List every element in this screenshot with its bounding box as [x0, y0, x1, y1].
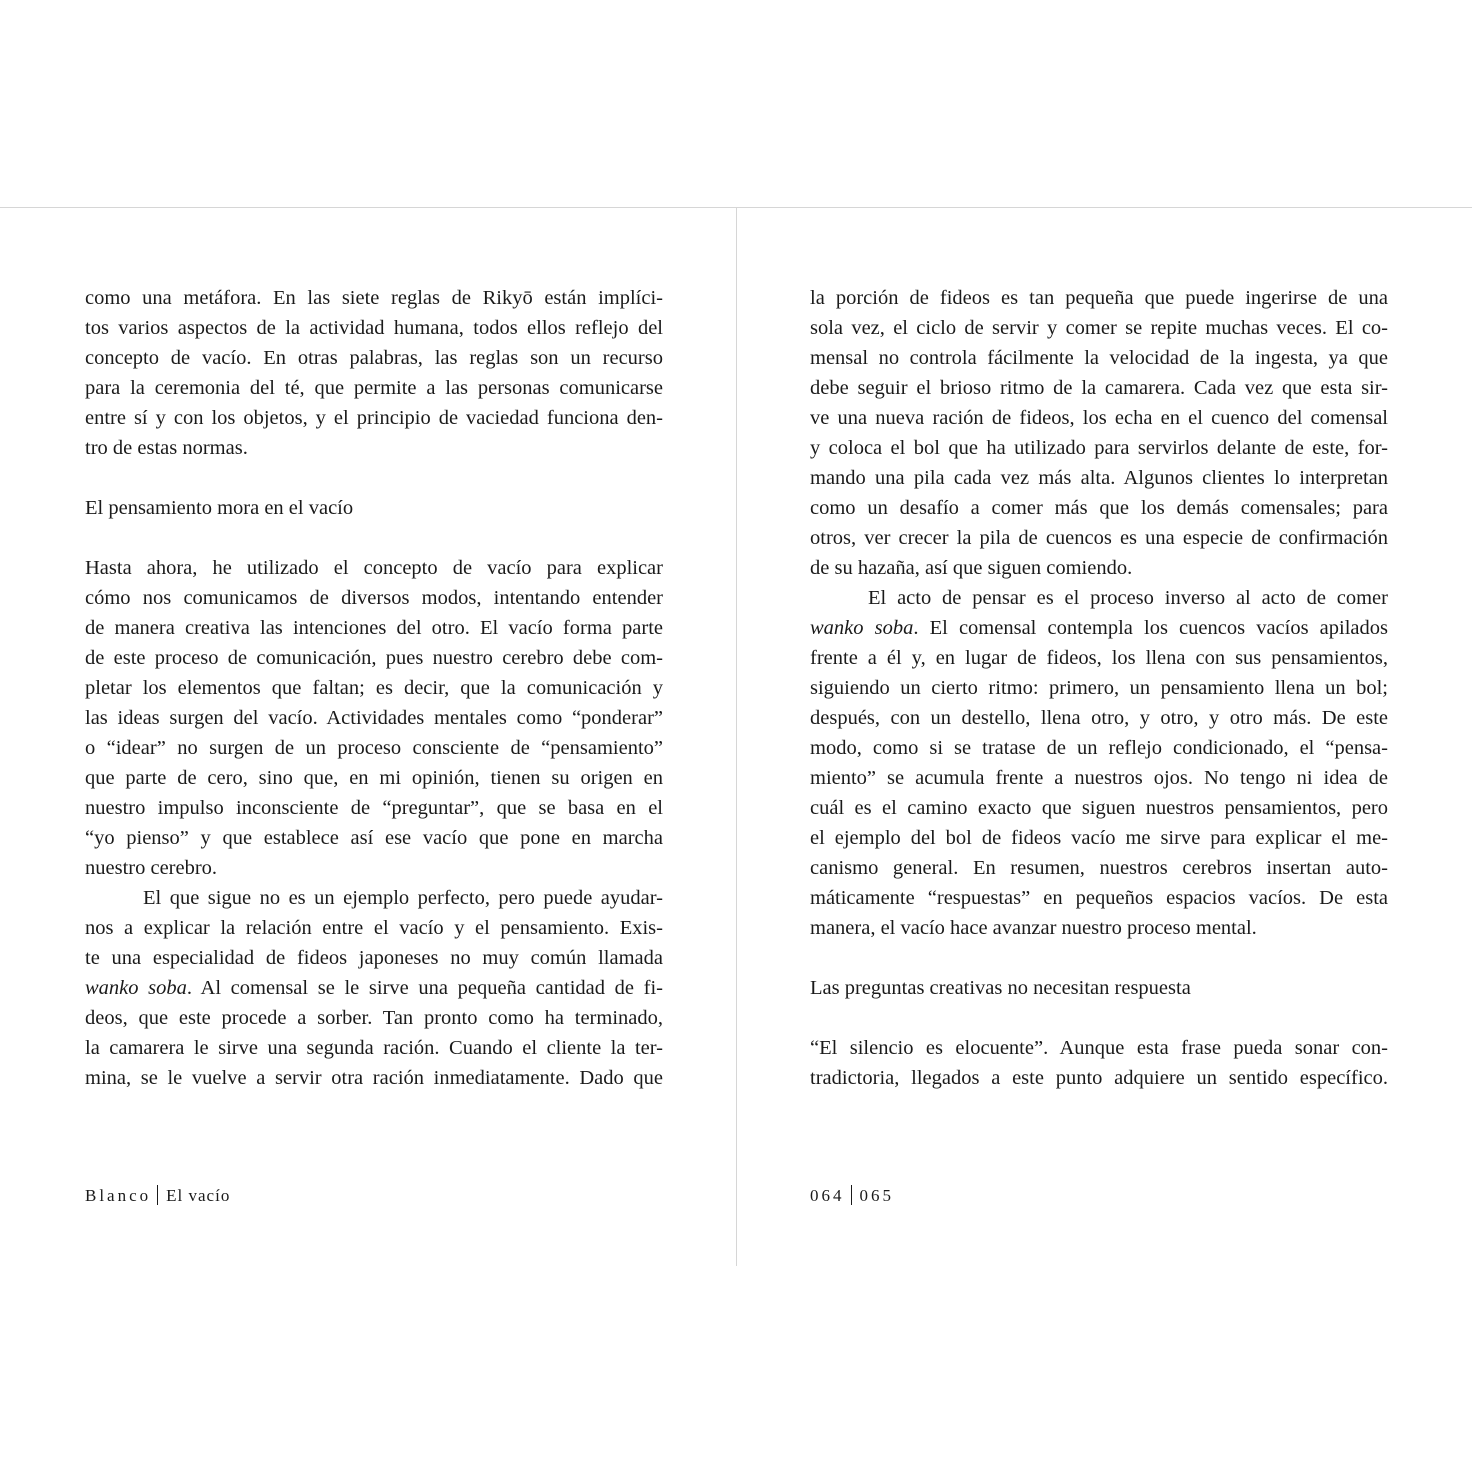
text-line: otros, ver crecer la pila de cuencos es una especie de confirmación	[810, 527, 1388, 549]
text-line: modo, como si se tratase de un reflejo condicionado, el “pensa-	[810, 737, 1388, 759]
right-paragraph-1	[810, 283, 1388, 583]
text-line: mando una pila cada vez más alta. Algunos clientes lo interpretan	[810, 467, 1388, 489]
text-line: manera, el vacío hace avanzar nuestro proceso mental.	[810, 917, 1257, 939]
text-line: pletar los elementos que faltan; es decir, que la comunicación y	[85, 677, 663, 699]
section-heading: Las preguntas creativas no necesitan respuesta	[810, 977, 1191, 999]
book-title: Blanco	[85, 1186, 152, 1205]
text-line: como una metáfora. En las siete reglas de Rikyō están implíci-	[85, 287, 663, 309]
text-line: debe seguir el brioso ritmo de la camarera. Cada vez que esta sir-	[810, 377, 1388, 399]
text-line: El que sigue no es un ejemplo perfecto, pero puede ayudar-	[143, 887, 663, 909]
text-line	[85, 973, 663, 1003]
text-line: las ideas surgen del vacío. Actividades mentales como “ponderar”	[85, 707, 663, 729]
text-line: sola vez, el ciclo de servir y comer se repite muchas veces. El co-	[810, 317, 1388, 339]
right-paragraph-3	[810, 1033, 1388, 1093]
text-line	[810, 613, 1388, 643]
text-line: deos, que este procede a sorber. Tan pronto como ha terminado,	[85, 1007, 663, 1029]
text-line: “El silencio es elocuente”. Aunque esta frase pueda sonar con-	[810, 1037, 1388, 1059]
italic-term: wanko soba	[810, 617, 914, 639]
left-paragraph-3	[85, 883, 663, 1093]
text-line: Hasta ahora, he utilizado el concepto de vacío para explicar	[85, 557, 663, 579]
text-line: o “idear” no surgen de un proceso consciente de “pensamiento”	[85, 737, 663, 759]
text-line: tradictoria, llegados a este punto adquiere un sentido específico.	[810, 1067, 1388, 1089]
text-line: nuestro cerebro.	[85, 857, 218, 879]
right-paragraph-2	[810, 583, 1388, 943]
page-number-left: 064	[810, 1186, 845, 1205]
text-line: tos varios aspectos de la actividad humana, todos ellos reflejo del	[85, 317, 663, 339]
text-line: máticamente “respuestas” en pequeños espacios vacíos. De esta	[810, 887, 1388, 909]
text-line: de su hazaña, así que siguen comiendo.	[810, 557, 1133, 579]
right-page	[810, 283, 1388, 1093]
page-number-right: 065	[859, 1186, 894, 1205]
text-line: “yo pienso” y que establece así ese vacío que pone en marcha	[85, 827, 663, 849]
running-footer-left	[85, 1185, 230, 1206]
text-fragment: . Al comensal se le sirve una pequeña cantidad de fi-	[186, 977, 664, 999]
running-footer-right	[810, 1185, 894, 1206]
left-paragraph-1	[85, 283, 663, 463]
text-line: mensal no controla fácilmente la velocidad de la ingesta, ya que	[810, 347, 1388, 369]
text-line: la porción de fideos es tan pequeña que puede ingerirse de una	[810, 287, 1388, 309]
footer-separator	[157, 1185, 158, 1205]
text-line: El acto de pensar es el proceso inverso al acto de comer	[868, 587, 1388, 609]
text-line: nuestro impulso inconsciente de “preguntar”, que se basa en el	[85, 797, 663, 819]
text-line: de este proceso de comunicación, pues nuestro cerebro debe com-	[85, 647, 663, 669]
text-line: canismo general. En resumen, nuestros cerebros insertan auto-	[810, 857, 1388, 879]
left-page	[85, 283, 663, 1093]
text-line: y coloca el bol que ha utilizado para servirlos delante de este, for-	[810, 437, 1388, 459]
book-spine-divider	[736, 207, 737, 1266]
text-line: el ejemplo del bol de fideos vacío me sirve para explicar el me-	[810, 827, 1388, 849]
text-line: ve una nueva ración de fideos, los echa en el cuenco del comensal	[810, 407, 1388, 429]
text-line: siguiendo un cierto ritmo: primero, un pensamiento llena un bol;	[810, 677, 1388, 699]
text-fragment: . El comensal contempla los cuencos vacíos apilados	[913, 617, 1388, 639]
text-line: para la ceremonia del té, que permite a las personas comunicarse	[85, 377, 663, 399]
text-line: concepto de vacío. En otras palabras, las reglas son un recurso	[85, 347, 663, 369]
text-line: nos a explicar la relación entre el vacío y el pensamiento. Exis-	[85, 917, 663, 939]
left-paragraph-2	[85, 553, 663, 883]
text-line: después, con un destello, llena otro, y otro, y otro más. De este	[810, 707, 1388, 729]
text-line: mina, se le vuelve a servir otra ración inmediatamente. Dado que	[85, 1067, 663, 1089]
text-line: miento” se acumula frente a nuestros ojos. No tengo ni idea de	[810, 767, 1388, 789]
italic-term: wanko soba	[85, 977, 187, 999]
text-line: cómo nos comunicamos de diversos modos, intentando entender	[85, 587, 663, 609]
section-heading: El pensamiento mora en el vacío	[85, 497, 354, 519]
text-line: la camarera le sirve una segunda ración. Cuando el cliente la ter-	[85, 1037, 663, 1059]
chapter-title: El vacío	[166, 1186, 231, 1205]
text-line: tro de estas normas.	[85, 437, 248, 459]
text-line: cuál es el camino exacto que siguen nuestros pensamientos, pero	[810, 797, 1388, 819]
text-line: te una especialidad de fideos japoneses no muy común llamada	[85, 947, 663, 969]
text-line: que parte de cero, sino que, en mi opinión, tienen su origen en	[85, 767, 663, 789]
text-line: de manera creativa las intenciones del otro. El vacío forma parte	[85, 617, 663, 639]
text-line: entre sí y con los objetos, y el principio de vaciedad funciona den-	[85, 407, 663, 429]
footer-separator	[851, 1185, 852, 1205]
text-line: frente a él y, en lugar de fideos, los llena con sus pensamientos,	[810, 647, 1388, 669]
text-line: como un desafío a comer más que los demás comensales; para	[810, 497, 1388, 519]
